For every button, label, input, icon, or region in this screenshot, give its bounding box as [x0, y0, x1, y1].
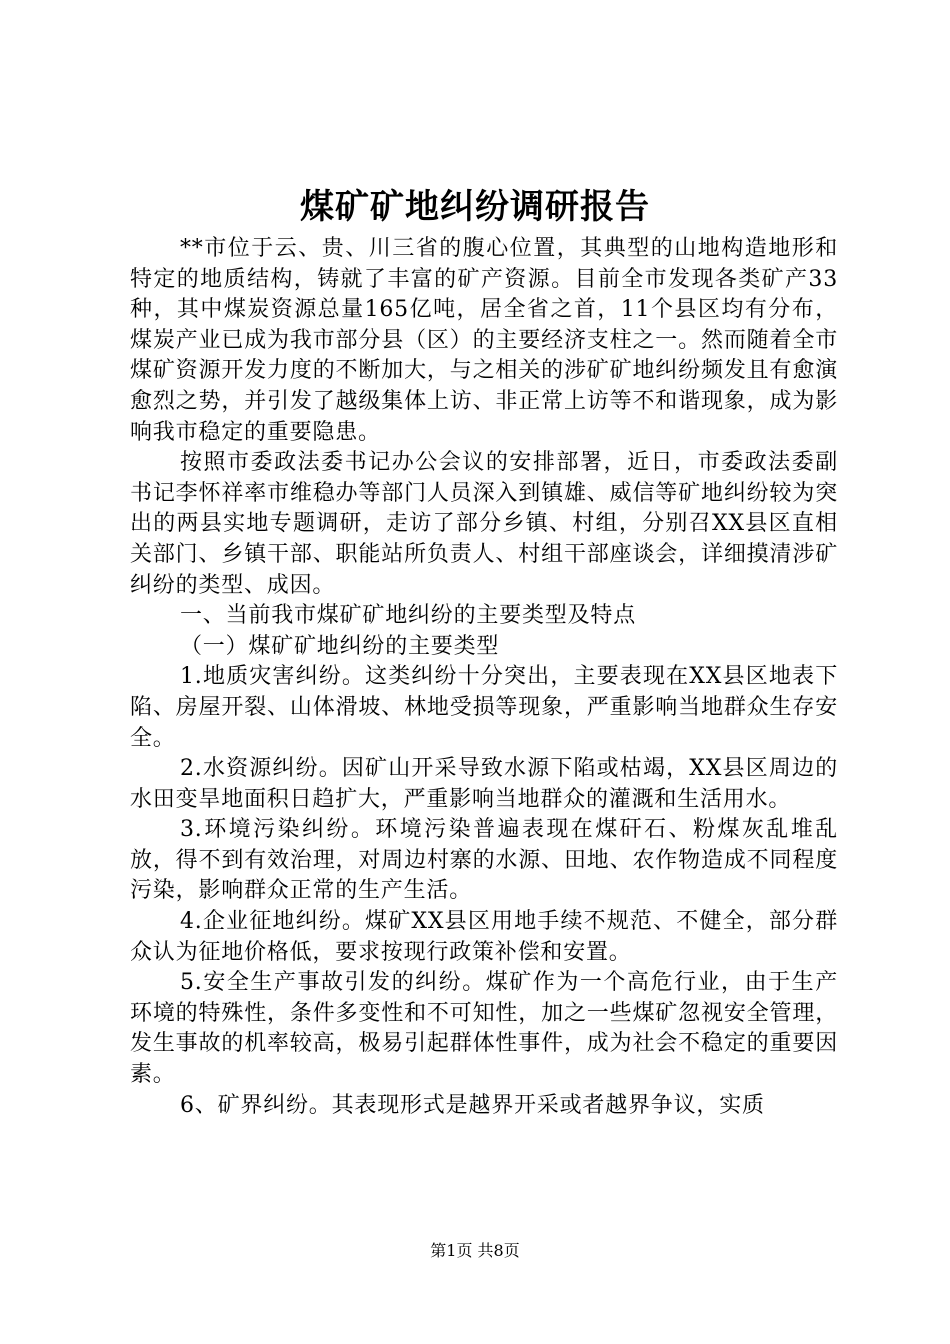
document-title: 煤矿矿地纠纷调研报告 [300, 187, 650, 227]
paragraph-intro: **市位于云、贵、川三省的腹心位置，其典型的山地构造地形和特定的地质结构，铸就了丰富的矿产资源。目前全市发现各类矿产33种，其中煤炭资源总量165亿吨，居全省之首，11个县区均有分布，煤炭产业已成为我市部分县（区）的主要经济支柱之一。然而随着全市煤矿资源开发力度的不断加大，与之相关的涉矿矿地纠纷频发且有愈演愈烈之势，并引发了越级集体上访、非正常上访等不和谐现象，成为影响我市稳定的重要隐患。 [130, 236, 838, 445]
section-heading-1: 一、当前我市煤矿矿地纠纷的主要类型及特点 [180, 603, 637, 629]
paragraph-research: 按照市委政法委书记办公会议的安排部署，近日，市委政法委副书记李怀祥率市维稳办等部门人员深入到镇雄、威信等矿地纠纷较为突出的两县实地专题调研，走访了部分乡镇、村组，分别召XX县区直相关部门、乡镇干部、职能站所负责人、村组干部座谈会，详细摸清涉矿纠纷的类型、成因。 [130, 450, 838, 598]
list-item-safety: 5.安全生产事故引发的纠纷。煤矿作为一个高危行业，由于生产环境的特殊性，条件多变性和不可知性，加之一些煤矿忽视安全管理，发生事故的机率较高，极易引起群体性事件，成为社会不稳定的重要因素。 [130, 970, 838, 1088]
list-item-boundary: 6、矿界纠纷。其表现形式是越界开采或者越界争议，实质 [180, 1092, 765, 1118]
list-item-land: 4.企业征地纠纷。煤矿XX县区用地手续不规范、不健全，部分群众认为征地价格低，要求按现行政策补偿和安置。 [130, 909, 838, 965]
subsection-heading-1: （一）煤矿矿地纠纷的主要类型 [180, 633, 500, 659]
list-item-environment: 3.环境污染纠纷。环境污染普遍表现在煤矸石、粉煤灰乱堆乱放，得不到有效治理，对周边村寨的水源、田地、农作物造成不同程度污染，影响群众正常的生产生活。 [130, 817, 838, 904]
document-body [130, 234, 838, 1121]
page-footer: 第1页 共8页 [430, 1241, 520, 1260]
list-item-water: 2.水资源纠纷。因矿山开采导致水源下陷或枯竭，XX县区周边的水田变旱地面积日趋扩大，严重影响当地群众的灌溉和生活用水。 [130, 756, 838, 812]
list-item-geology: 1.地质灾害纠纷。这类纠纷十分突出，主要表现在XX县区地表下陷、房屋开裂、山体滑坡、林地受损等现象，严重影响当地群众生存安全。 [130, 664, 838, 751]
